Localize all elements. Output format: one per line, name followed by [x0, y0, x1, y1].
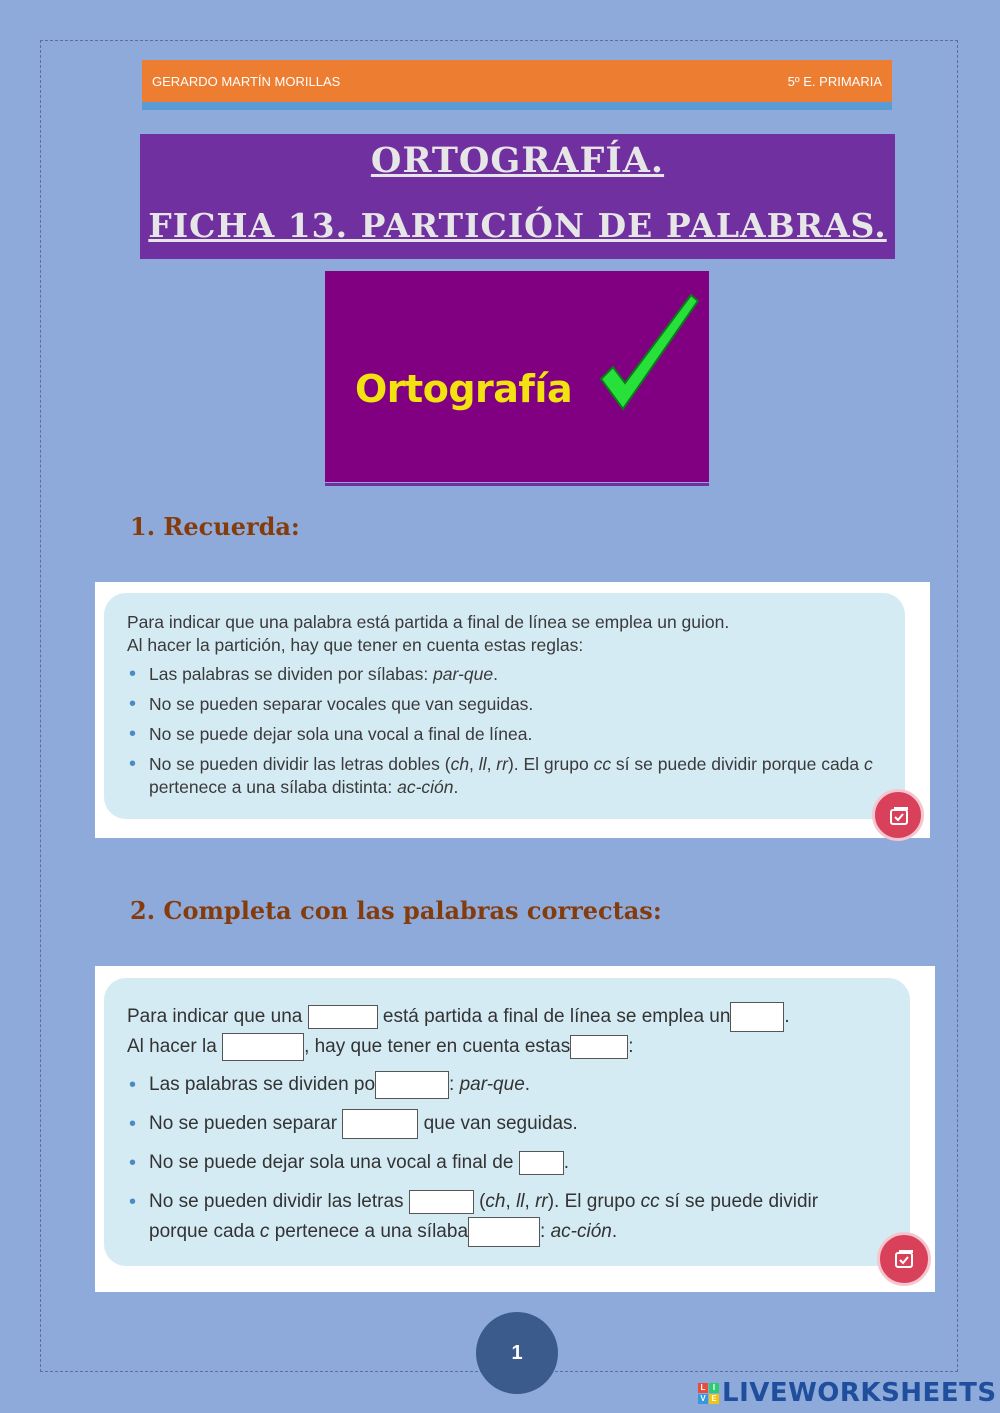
liveworksheets-text: LIVEWORKSHEETS: [722, 1378, 997, 1408]
rule-item: • No se pueden separar vocales que van seguidas.: [127, 693, 905, 716]
answer-input[interactable]: [570, 1035, 628, 1059]
liveworksheets-logo: [698, 1378, 997, 1408]
section-1-title: 1. Recuerda:: [130, 512, 300, 541]
liveworksheets-icon: L I V E: [698, 1383, 719, 1404]
page-number: 1: [476, 1312, 558, 1394]
exercise-item: • Las palabras se dividen po : par-que.: [127, 1070, 910, 1100]
rules-panel: [95, 582, 930, 838]
author-name: GERARDO MARTÍN MORILLAS: [152, 73, 341, 89]
exercise-box: [104, 978, 910, 1266]
rules-list: [127, 663, 905, 799]
checkmark-icon: [583, 291, 703, 411]
title-box: [140, 134, 895, 259]
rules-box: [104, 593, 905, 819]
exercise-item: • No se pueden dividir las letras (ch, ll, rr). El grupo cc sí se puede dividir porque cada c pertenece a una sílaba : ac-ción.: [127, 1187, 910, 1247]
header-strip: [142, 102, 892, 110]
title-line-2: FICHA 13. PARTICIÓN DE PALABRAS.: [148, 206, 887, 245]
grade-label: 5º E. PRIMARIA: [787, 73, 882, 89]
exercise-line-1: Para indicar que una está partida a final de línea se emplea un .: [127, 1002, 910, 1032]
title-line-1: ORTOGRAFÍA.: [370, 140, 665, 181]
header-bar: [142, 60, 892, 102]
ortografia-logo: [325, 271, 709, 482]
exercise-item: • No se pueden separar que van seguidas.: [127, 1109, 910, 1139]
section-2-title: 2. Completa con las palabras correctas:: [130, 896, 662, 925]
answer-input[interactable]: [730, 1002, 784, 1032]
logo-underline: [325, 483, 709, 486]
rules-intro-1: Para indicar que una palabra está partida a final de línea se emplea un guion.: [127, 612, 730, 632]
answer-input[interactable]: [308, 1005, 378, 1029]
exercise-list: [127, 1070, 910, 1247]
exercise-item: • No se puede dejar sola una vocal a final de .: [127, 1148, 910, 1178]
rule-item: • No se puede dejar sola una vocal a final de línea.: [127, 723, 905, 746]
review-stamp-icon: [872, 789, 924, 841]
answer-input[interactable]: [519, 1151, 564, 1175]
answer-input[interactable]: [222, 1033, 304, 1061]
answer-input[interactable]: [342, 1109, 418, 1139]
answer-input[interactable]: [468, 1217, 540, 1247]
exercise-line-2: Al hacer la , hay que tener en cuenta estas :: [127, 1032, 910, 1062]
rule-item: • Las palabras se dividen por sílabas: par-que.: [127, 663, 905, 686]
answer-input[interactable]: [375, 1071, 449, 1099]
logo-text: Ortografía: [355, 367, 573, 411]
exercise-panel: [95, 966, 935, 1292]
answer-input[interactable]: [409, 1190, 474, 1214]
review-stamp-icon: [877, 1232, 931, 1286]
rules-intro-2: Al hacer la partición, hay que tener en cuenta estas reglas:: [127, 635, 584, 655]
rule-item: • No se pueden dividir las letras dobles (ch, ll, rr). El grupo cc sí se puede dividir porque cada c pertenece a una sílaba distinta: ac-ción.: [127, 753, 905, 799]
